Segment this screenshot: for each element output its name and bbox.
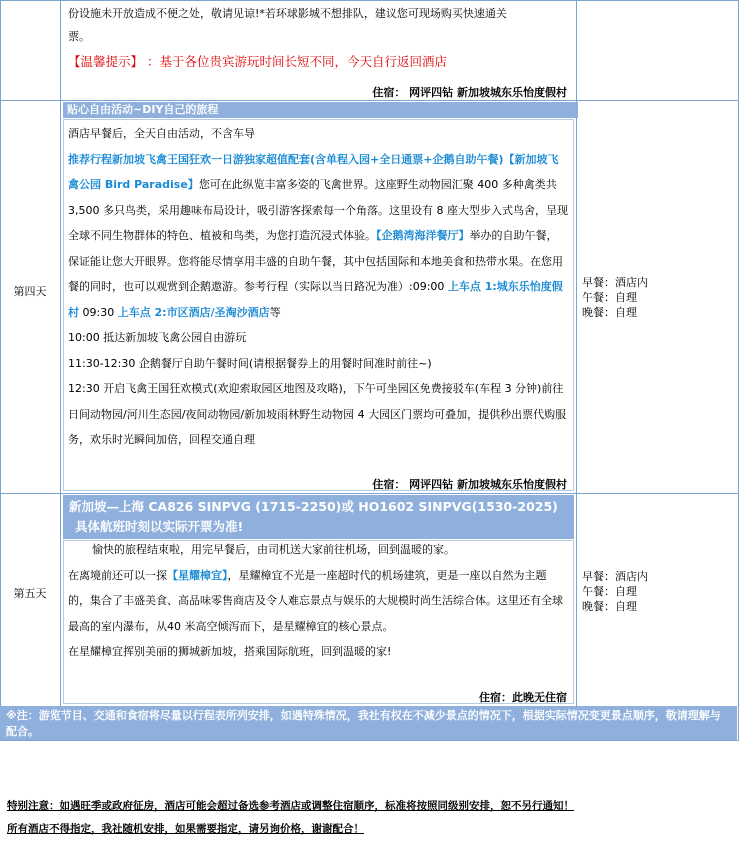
- tip-label: 【温馨提示】: [68, 54, 144, 69]
- day4-recommendation: [68, 147, 568, 326]
- day4-breakfast: 早餐：酒店内: [582, 276, 648, 289]
- day5-intro: 愉快的旅程结束啦，用完早餐后，由司机送大家前往机场，回到温暖的家。: [92, 543, 455, 556]
- day4-body: [68, 121, 568, 453]
- pickup-point-1: 上车点 1:城东乐怡度假村: [68, 280, 563, 319]
- jewel-title: 【星耀樟宜】: [167, 568, 228, 582]
- day4-intro: 酒店早餐后，全天自由活动，不含车导: [68, 127, 255, 140]
- day5-meals: [582, 569, 648, 614]
- jewel-pre: 在离境前还可以一探: [68, 568, 167, 582]
- jewel-desc: ，星耀樟宜不光是一座超时代的机场建筑，更是一座以自然为主题的，集合了丰盛美食、高品味零售商店及令人难忘景点与娱乐的大规模时尚生活综合体。这里还有全球最高的室内瀑布，从40 米高空倾泻而下，是星耀樟宜的核心景点。: [68, 568, 563, 633]
- day3-text-line1: 份设施未开放造成不便之处，敬请见谅!*若环球影城不想排队，建议您可现场购买快速通关: [68, 7, 507, 20]
- itinerary-note: ※注：游览节目、交通和食宿将尽量以行程表所列安排，如遇特殊情况，我社有权在不减少景点的情况下，根据实际情况变更景点顺序，敬请理解与配合。: [0, 706, 737, 740]
- column-divider-1: [60, 0, 61, 706]
- day5-label: 第五天: [13, 587, 47, 600]
- jewel-changi: [68, 563, 568, 640]
- day4-header: 贴心自由活动~DIY自己的旅程: [63, 102, 578, 118]
- day5-lodging: 住宿：此晚无住宿: [479, 691, 567, 704]
- day5-header: [63, 495, 574, 539]
- bird-paradise-offer: 推荐行程新加坡飞禽王国狂欢一日游独家超值配套(含单程入园+全日通票+企鹅自助午餐)【新加坡飞禽公园 Bird Paradise】: [68, 152, 559, 191]
- day4-lunch: 午餐：自理: [582, 291, 637, 304]
- day4-dinner: 晚餐：自理: [582, 306, 637, 319]
- day5-farewell: 在星耀樟宜挥别美丽的狮城新加坡，搭乘国际航班，回到温暖的家!: [68, 645, 392, 658]
- pickup-point-2: 上车点 2:市区酒店/圣淘沙酒店: [117, 305, 270, 319]
- row-divider-1: [0, 100, 739, 101]
- day3-text-line2: 票。: [68, 30, 90, 43]
- day5-flight: 新加坡—上海 CA826 SINPVG (1715-2250)或 HO1602 SINPVG(1530-2025): [69, 499, 558, 514]
- special-notice-1: 特别注意：如遇旺季或政府征房，酒店可能会超过备选参考酒店或调整住宿顺序，标准将按照同级别安排，恕不另行通知！: [7, 800, 574, 812]
- schedule-item-1: 10:00 抵达新加坡飞禽公园自由游玩: [68, 331, 247, 344]
- day4-label: 第四天: [13, 285, 47, 298]
- day5-body: [68, 537, 568, 665]
- penguin-desc: 举办的自助午餐，保证能让您大开眼界。您将能尽情享用丰盛的自助午餐，其中包括国际和本地美食和热带水果。在您用餐的同时，也可以观赏到企鹅遨游。参考行程（实际以当日路况为准）:09:00: [68, 229, 563, 293]
- day4-lodging: 住宿： 网评四钻 新加坡城东乐怡度假村: [372, 478, 567, 491]
- day5-dinner: 晚餐：自理: [582, 600, 637, 613]
- row-divider-2: [0, 493, 739, 494]
- day5-breakfast: 早餐：酒店内: [582, 570, 648, 583]
- schedule-item-2: 11:30-12:30 企鹅餐厅自助午餐时间(请根据餐券上的用餐时间准时前往~): [68, 356, 432, 370]
- schedule-item-3: 12:30 开启飞禽王国狂欢模式(欢迎索取园区地图及攻略)，下午可坐园区免费接驳车(车程 3 分钟)前往日间动物园/河川生态园/夜间动物园/新加坡雨林野生动物园 4 大园区门票均可叠加，提供秒出票代购服务，欢乐时光瞬间加倍，回程交通自理: [68, 382, 567, 446]
- day3-tip: [68, 50, 568, 74]
- day4-meals: [582, 275, 648, 320]
- bird-paradise-desc: 您可在此纵览丰富多姿的飞禽世界。这座野生动物园汇聚 400 多种禽类共 3,500 多只鸟类，采用趣味布局设计，吸引游客探索每一个角落。这里设有 8 座大型步入式鸟舍，呈现全球不同生物群体的特色、植被和鸟类，为您打造沉浸式体验。: [68, 178, 568, 242]
- pickup-tail: 等: [269, 305, 281, 319]
- day5-flight-note: 具体航班时刻以实际开票为准!: [75, 519, 244, 534]
- tip-text: ：基于各位贵宾游玩时间长短不同，今天自行返回酒店: [147, 54, 448, 69]
- day5-lunch: 午餐：自理: [582, 585, 637, 598]
- penguin-restaurant: 【企鹅湾海洋餐厅】: [376, 229, 470, 242]
- pickup-time-2: 09:30: [79, 305, 118, 319]
- special-notice-2: 所有酒店不得指定，我社随机安排，如果需要指定，请另询价格，谢谢配合！: [7, 823, 364, 835]
- day3-lodging: 住宿： 网评四钻 新加坡城东乐怡度假村: [372, 86, 567, 99]
